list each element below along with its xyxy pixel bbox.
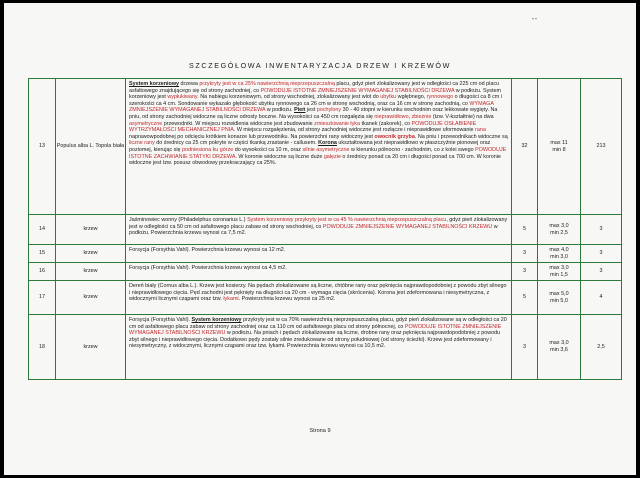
description-segment: wypłukiwany: [167, 94, 198, 101]
dim-max: max 11: [550, 139, 568, 146]
description-segment: Jaśminowiec wonny (Philadelphus coronarius L.): [129, 217, 248, 223]
last-value: 3: [599, 268, 603, 275]
description-segment: łykami: [223, 296, 239, 303]
dimension-range: [538, 79, 581, 214]
description-segment: podniesiona ku górze: [182, 146, 234, 153]
description-segment: System korzeniowy przykryty jest w ca 45 % nawierzchnią nieprzepuszczalną placu: [247, 217, 447, 223]
description-segment: ukształtowana jest nieprawidłowo w płaszczyźnie pionowej oraz poziomej, kierując się: [129, 140, 491, 153]
species-name: krzew: [56, 315, 126, 379]
dim-max: max 5,0: [549, 290, 569, 297]
description-segment: do wysokości ca 10 m, oraz: [233, 146, 303, 153]
description-segment: POWODUJE OSŁABIENIE WYTRZYMAŁOŚCI MECHANICZNEJ PNIA: [129, 120, 477, 134]
description-segment: Dereń biały (Cornus alba L.). Krzew jest kosierzy. Na pędach zlokalizowane są liczne, chtóbne rany oraz pęknięcia najprawdopodobniej z powodu zbyt silnego i nieprawidłowego cięcia. Pęd zachodni jest pęknięty na długości ca 20 cm - wymaga cięcia (skrócenia). Korona jest zdeformowana i niesymetryczna, z widocznymi licznymi cząpami oraz tzw.: [129, 283, 507, 303]
description-segment: w podłożu.: [265, 107, 295, 114]
species-name: krzew: [56, 281, 126, 314]
dim-min: min 8: [552, 146, 566, 153]
description-segment: POWODUJE ISTOTNE ZMNIEJSZENIE WYMAGANEJ STABILNOŚCI KRZEWU: [129, 323, 502, 337]
description: [126, 281, 512, 314]
description-segment: . W koronie widoczne są liczne duże: [235, 153, 324, 160]
description-segment: POWODUJE ISTOTNE ZMNIEJSZENIE WYMAGANEJ STABILNOŚCI DRZEWA: [260, 87, 455, 94]
table-row: [29, 245, 621, 263]
count-value: 5: [512, 281, 538, 314]
species-name: krzew: [56, 263, 126, 280]
dimension-range: [538, 245, 581, 262]
page-footer: Strona 9: [309, 428, 331, 434]
description: [126, 79, 512, 214]
description-segment: w kierunku północno - zachodnim, co z kolei swego: [349, 146, 476, 153]
description-segment: przewodniki. W miejscu rozwidlenia widoczne jest zbudowanie: [162, 120, 315, 127]
table-row: [29, 263, 621, 281]
last-value: 213: [596, 143, 606, 150]
description-segment: o średnicy ponad ca 20 cm i długości ponad ca 700 cm. W koronie widoczne jest tzw. posusz obwodowy przekraczający ca 25%.: [129, 153, 501, 167]
description-segment: . Powierzchnia krzewu wynosi ca 25 m2.: [238, 296, 336, 303]
species-name: Populus alba L. Topola biała: [56, 79, 126, 214]
dim-max: max 3,0: [549, 222, 569, 229]
last-value: 4: [599, 294, 603, 301]
description: [126, 315, 512, 379]
description-segment: . Na nabiegu korzeniowym, od strony wschodniej, zlokalizowany jest wlot do: [197, 94, 381, 101]
row-number: 14: [29, 215, 56, 244]
page-title: SZCZEGÓŁOWA INWENTARYZACJA DRZEW I KRZEWÓW: [189, 61, 451, 70]
description-segment: liczne rany: [129, 140, 155, 147]
description-segment: zbieżnie: [411, 113, 432, 120]
corner-mark: " ": [532, 18, 537, 24]
description-segment: nieprawidłowo: [374, 113, 409, 120]
description-segment: 30 - 40 stopni w kierunku wschodnim oraz lekkowate wygięty. Na pniu, od strony zachodniej widoczne są liczne odrosty boczne. Na wysokości ca 450 cm rozgałęzia się: [129, 107, 498, 120]
count-value: 3: [512, 315, 538, 379]
description-segment: POWODUJE ISTOTNE ZACHWIANIE STATYKI DRZEWA: [129, 146, 507, 160]
dim-max: max 4,0: [549, 246, 569, 253]
dim-max: max 3,0: [549, 340, 569, 347]
description-segment: przykryty jest w ca 70% nawierzchnią nieprzepuszczalną placu, gdyż pień zlokalizowane są w odległości ca 20 cm od asfaltowego placu zabaw od strony zachodniej oraz ca 110 cm od asfaltowego placu od strony północnej, co: [129, 317, 507, 330]
count-value: 5: [512, 215, 538, 244]
description-segment: POWODUJE ZMNIEJSZENIE WYMAGANEJ STABILNOŚCI KRZEWU: [322, 223, 493, 230]
last-value: 3: [599, 250, 603, 257]
description-segment: ubytku: [380, 94, 397, 101]
row-number: 18: [29, 315, 56, 379]
description-segment: WYMAGA ZMNIEJSZENIE WYMAGANEJ STABILNOŚCI DRZEWA: [129, 100, 494, 114]
description-segment: owocnik grzyba: [374, 133, 415, 140]
description-segment: do średnicy ca 25 cm pokryte w części tkanką zrastanie - callusem.: [154, 140, 319, 147]
table-row: [29, 315, 621, 379]
description-segment: gałęzie: [323, 153, 341, 160]
species-name: krzew: [56, 245, 126, 262]
description-segment: w podłożu. System korzeniowy jest: [129, 87, 501, 101]
description-segment: wgłębnego,: [396, 94, 427, 101]
description-segment: silnie asymetryczne: [302, 146, 350, 153]
description-segment: w podłożu. Powierzchnia krzewu wynosi ca 7,5 m2.: [129, 223, 498, 237]
dimension-range: [538, 315, 581, 379]
description-segment: System korzeniowy: [191, 317, 242, 323]
dim-min: min 3,6: [550, 347, 568, 353]
description: [126, 215, 512, 244]
description-segment: w podłożu. Na pniach i pędach zlokalizowane są liczne, drobne rany oraz pęknięcia najprawdopodobniej z powodu zbyt silnego i nieprawidłowego cięcia. Dodatkowo pędy zostały silnie zredukowane od strony południowej (od strony ścieżki). Krzew jest zdeformowany i niesymetryczny, z widocznymi, licznymi cząpami oraz tzw. łykami. Powierzchnia krzewu wynosi ca 10,5 m2.: [129, 330, 501, 350]
description-segment: rana: [475, 127, 486, 134]
description-segment: . W miejscu rozgałęzienia, od strony zachodniej widoczne jest rozłącze i nieprawidłowe uformowanie: [233, 127, 476, 134]
description-segment: placu, gdyż pień zlokalizowany jest w odległości ca 225 cm od placu asfaltowego znajdującego się od strony zachodniej, co: [129, 81, 500, 94]
row-number: 16: [29, 263, 56, 280]
document-page: [4, 3, 636, 475]
last-value: 3: [599, 226, 603, 233]
count-value: 3: [512, 263, 538, 280]
description-segment: Pień: [294, 107, 306, 114]
description: [126, 245, 512, 262]
description-segment: Forsycja (Forsythia Vahl). Powierzchnia krzewu wynosi ca 4,5 m2.: [129, 265, 287, 271]
last-value: 2,5: [597, 343, 605, 350]
count-value: 32: [512, 79, 538, 214]
dim-min: min 5,0: [550, 297, 568, 304]
description-segment: , gdyż pień zlokalizowany jest w odległości ca 50 cm od asfaltowego placu zabaw od strony wschodniej, co: [129, 217, 508, 230]
description-segment: drzewa: [179, 81, 200, 87]
row-number: 13: [29, 79, 56, 214]
dim-min: min 2,5: [550, 229, 568, 236]
table-row: [29, 215, 621, 245]
row-number: 15: [29, 245, 56, 262]
dim-min: min 1,5: [550, 271, 568, 278]
description-segment: asymetryczne: [129, 120, 163, 127]
table-row: [29, 79, 621, 215]
dim-min: min 3,0: [550, 253, 568, 260]
inventory-table: [28, 78, 622, 380]
row-number: 17: [29, 281, 56, 314]
description-segment: Forsycja (Forsythia Vahl). Powierzchnia krzewu wynosi ca 12 m2.: [129, 247, 286, 253]
description-segment: ,: [408, 113, 412, 120]
description-segment: zmieszkiwanie łyka: [314, 120, 361, 127]
dimension-range: [538, 281, 581, 314]
description-segment: o długości ca 8 cm i szerokości ca 4 cm. Sondowanie wykazało głębokość ubytku rynnowego ca 26 cm w stronę wschodnią, oraz ca 16 cm w stronę zachodnią, co: [129, 94, 502, 107]
count-value: 3: [512, 245, 538, 262]
description-segment: rynnowego: [426, 94, 454, 101]
species-name: krzew: [56, 215, 126, 244]
description-segment: Forsycja (Forsythia Vahl).: [129, 317, 192, 323]
dimension-range: [538, 263, 581, 280]
description-segment: . Na pniu i przewodnikach widoczne są: [414, 133, 508, 140]
description-segment: jest: [305, 107, 317, 114]
description-segment: tkanek (zakorek), co: [360, 120, 412, 127]
dim-max: max 3,0: [549, 264, 569, 271]
description: [126, 263, 512, 280]
description-segment: naprawowpodobnej po odcięciu krótkiem konarze lub przewodniku. Na powierzchni rany widoczny jest: [129, 133, 375, 140]
description-segment: pochylony: [316, 107, 342, 114]
description-segment: Korona: [318, 140, 337, 147]
description-segment: (tzw. V-kształtnie) na dwa: [431, 113, 494, 120]
description-segment: System korzeniowy: [129, 81, 180, 87]
description-segment: przykryty jest w ca 25% nawierzchnią nieprzepuszczalną: [199, 81, 335, 87]
dimension-range: [538, 215, 581, 244]
table-row: [29, 281, 621, 315]
